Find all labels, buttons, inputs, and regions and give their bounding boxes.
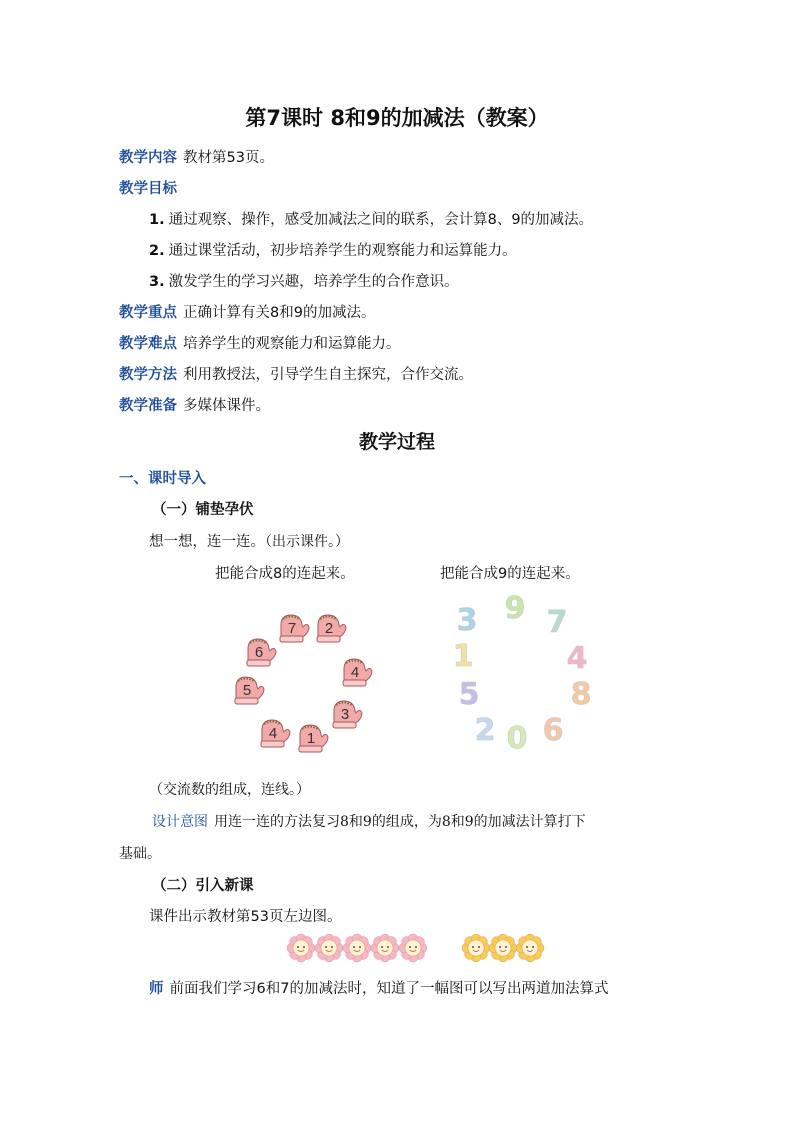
content-text: 教材第53页。 — [183, 150, 274, 166]
goals-label-line — [119, 177, 183, 198]
pink-flower-1 — [287, 934, 315, 962]
mitten-number: 2 — [324, 620, 334, 637]
goals-label: 教学目标 — [119, 181, 177, 197]
goal-text-1: 通过观察、操作，感受加减法之间的联系，会计算8、9的加减法。 — [168, 212, 594, 228]
mitten-4 — [343, 659, 372, 686]
sub2-text: 课件出示教材第53页左边图。 — [149, 909, 342, 925]
teacher-line — [149, 977, 608, 998]
goal-text-3: 激发学生的学习兴趣，培养学生的合作意识。 — [168, 274, 459, 290]
goal-num-1: 1. — [149, 212, 165, 228]
digit-7: 7 — [546, 605, 568, 640]
goal-item-3 — [149, 270, 459, 291]
part1-heading: 一、课时导入 — [119, 471, 206, 487]
mitten-number: 4 — [268, 725, 278, 742]
mitten-number: 6 — [254, 644, 264, 661]
pink-flower-2 — [315, 934, 343, 962]
digit-0: 0 — [506, 721, 528, 756]
mitten-1 — [280, 615, 309, 642]
digit-1: 1 — [452, 639, 474, 674]
digits-illustration — [445, 588, 605, 768]
key-text: 正确计算有关8和9的加减法。 — [183, 305, 376, 321]
design-label: 设计意图 — [152, 814, 208, 830]
key-label: 教学重点 — [119, 305, 177, 321]
prep-text: 多媒体课件。 — [183, 398, 270, 414]
mitten-2 — [317, 615, 346, 642]
design-text-1: 用连一连的方法复习8和9的组成，为8和9的加减法计算打下 — [214, 814, 586, 830]
difficulty-line — [119, 332, 401, 353]
pink-flower-3 — [343, 934, 371, 962]
goal-num-2: 2. — [149, 243, 165, 259]
digit-2: 2 — [474, 713, 496, 748]
method-label: 教学方法 — [119, 367, 177, 383]
method-text: 利用教授法，引导学生自主探究，合作交流。 — [183, 367, 473, 383]
digit-9: 9 — [504, 591, 526, 626]
prep-line — [119, 394, 270, 415]
page-title: 第7课时 8和9的加减法（教案） — [245, 106, 549, 130]
mitten-5 — [235, 677, 264, 704]
mitten-8 — [299, 725, 328, 752]
yellow-flower-1 — [462, 934, 490, 962]
teacher-text: 前面我们学习6和7的加减法时，知道了一幅图可以写出两道加法算式 — [169, 981, 609, 997]
sub1-text: 想一想，连一连。 — [149, 534, 265, 550]
mitten-6 — [333, 701, 362, 728]
mitten-number: 1 — [306, 730, 316, 747]
mitten-7 — [261, 720, 290, 747]
mitten-number: 3 — [340, 706, 350, 723]
sub1-heading: （一）铺垫孕伏 — [152, 502, 254, 518]
prep-label: 教学准备 — [119, 398, 177, 414]
mittens-illustration — [225, 600, 385, 760]
mitten-number: 7 — [287, 620, 297, 637]
process-title: 教学过程 — [358, 431, 435, 453]
yellow-flower-2 — [489, 934, 517, 962]
left-caption: 把能合成8的连起来。 — [215, 566, 355, 582]
digit-8: 8 — [570, 677, 592, 712]
difficulty-label: 教学难点 — [119, 336, 177, 352]
exchange-note: （交流数的组成，连线。） — [149, 782, 310, 798]
sub1-note: （出示课件。） — [265, 534, 349, 550]
design-line-2: 基础。 — [119, 846, 161, 862]
yellow-flower-3 — [516, 934, 544, 962]
mitten-3 — [247, 639, 276, 666]
difficulty-text: 培养学生的观察能力和运算能力。 — [183, 336, 401, 352]
teacher-label: 师 — [149, 981, 164, 997]
sub1-text-line — [149, 530, 349, 551]
goal-num-3: 3. — [149, 274, 165, 290]
mitten-number: 5 — [242, 682, 252, 699]
pink-flower-4 — [371, 934, 399, 962]
digit-5: 5 — [458, 677, 480, 712]
sub2-heading: （二）引入新课 — [152, 878, 254, 894]
method-line — [119, 363, 473, 384]
key-line — [119, 301, 375, 322]
flowers-illustration — [286, 932, 546, 966]
goal-text-2: 通过课堂活动，初步培养学生的观察能力和运算能力。 — [168, 243, 517, 259]
goal-item-1 — [149, 208, 593, 229]
digit-4: 4 — [566, 641, 588, 676]
digit-3: 3 — [456, 603, 478, 638]
content-label: 教学内容 — [119, 150, 177, 166]
right-caption: 把能合成9的连起来。 — [440, 566, 580, 582]
goal-item-2 — [149, 239, 517, 260]
content-line — [119, 146, 274, 167]
mitten-number: 4 — [350, 664, 360, 681]
design-line-1 — [152, 811, 586, 831]
digit-6: 6 — [542, 713, 564, 748]
pink-flower-5 — [399, 934, 427, 962]
